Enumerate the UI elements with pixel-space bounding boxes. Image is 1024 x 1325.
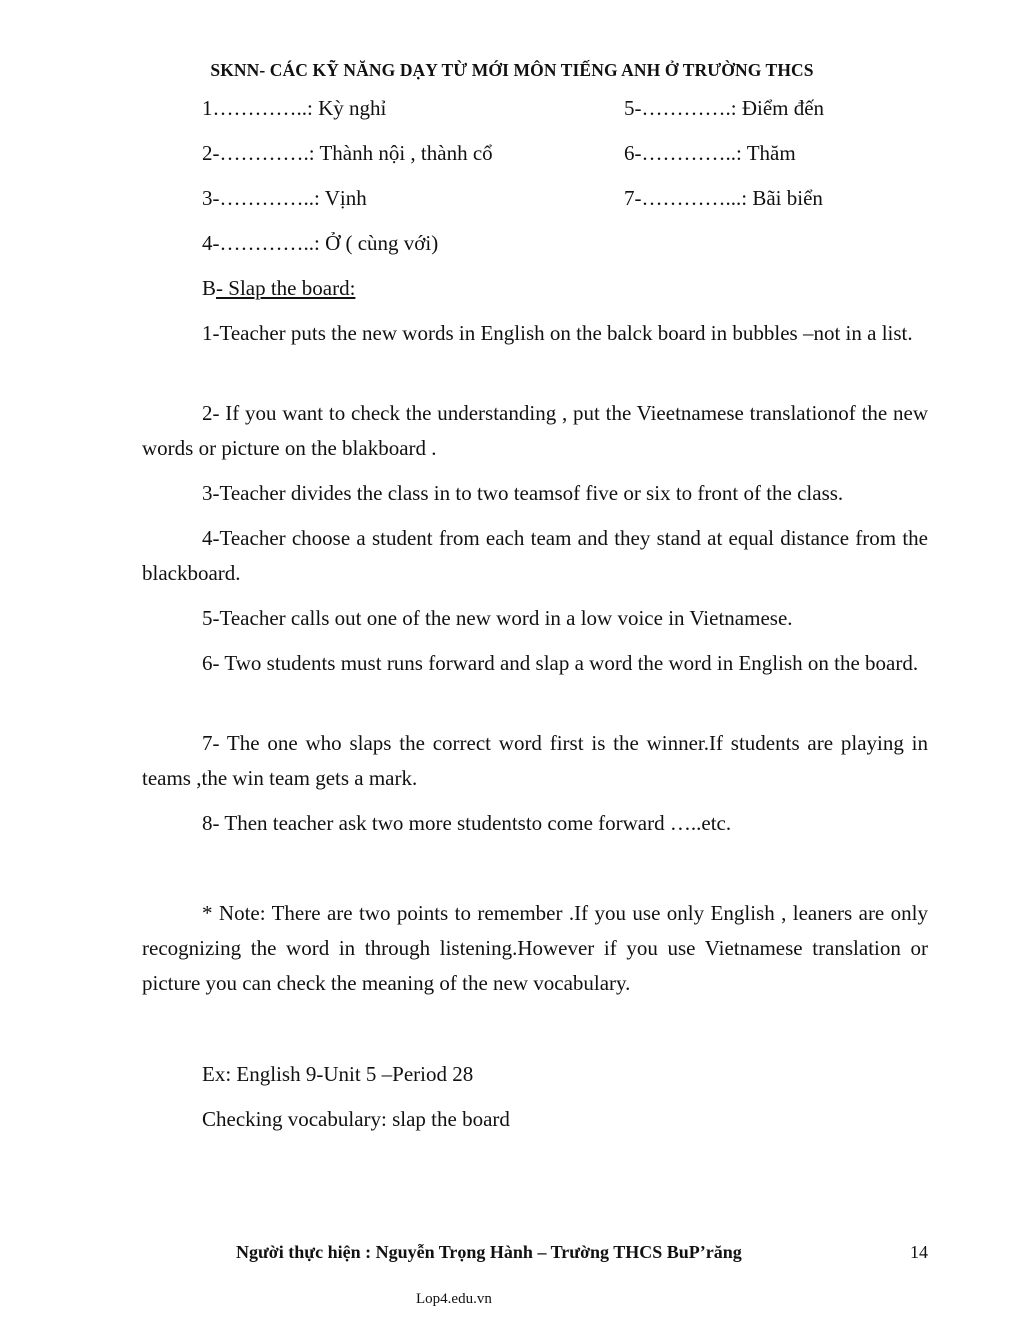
vocab-item-4: 4-…………..: Ở ( cùng với) xyxy=(202,231,439,255)
step-1: 1-Teacher puts the new words in English on the balck board in bubbles –not in a list. xyxy=(202,321,913,345)
step-5: 5-Teacher calls out one of the new word in a low voice in Vietnamese. xyxy=(202,606,793,630)
vocab-item-5: 5-………….: Điểm đến xyxy=(624,96,825,120)
vocab-item-1: 1…………..: Kỳ nghỉ xyxy=(202,96,387,120)
step-4: 4-Teacher choose a student from each team and they stand at equal distance from the blackboard. xyxy=(142,526,928,585)
step-7: 7- The one who slaps the correct word first is the winner.If students are playing in teams ,the win team gets a mark. xyxy=(142,731,928,790)
step-3: 3-Teacher divides the class in to two teamsof five or six to front of the class. xyxy=(202,481,844,505)
section-title: - Slap the board: xyxy=(216,276,356,300)
step-8: 8- Then teacher ask two more studentsto come forward …..etc. xyxy=(202,811,732,835)
footer-author: Người thực hiện : Nguyễn Trọng Hành – Trường THCS BuP’răng xyxy=(236,1242,742,1262)
section-heading xyxy=(202,276,355,301)
site-watermark: Lop4.edu.vn xyxy=(416,1291,492,1307)
vocab-item-3: 3-…………..: Vịnh xyxy=(202,186,367,210)
checking-vocabulary-line: Checking vocabulary: slap the board xyxy=(202,1107,510,1131)
page-number: 14 xyxy=(910,1242,928,1262)
step-6: 6- Two students must runs forward and slap a word the word in English on the board. xyxy=(202,651,919,675)
vocab-item-6: 6-…………..: Thăm xyxy=(624,141,796,165)
vocab-item-2: 2-………….: Thành nội , thành cổ xyxy=(202,141,493,165)
step-2: 2- If you want to check the understanding , put the Vieetnamese translationof the new words or picture on the blakboard . xyxy=(142,401,928,460)
vocab-item-7: 7-…………...: Bãi biển xyxy=(624,186,823,210)
page-header: SKNN- CÁC KỸ NĂNG DẠY TỪ MỚI MÔN TIẾNG ANH Ở TRƯỜNG THCS xyxy=(210,60,814,80)
section-prefix: B xyxy=(202,276,217,300)
note-paragraph: * Note: There are two points to remember .If you use only English , leaners are only recognizing the word in through listening.However if you use Vietnamese translation or picture you can check the meaning of the new vocabulary. xyxy=(142,901,928,995)
example-line: Ex: English 9-Unit 5 –Period 28 xyxy=(202,1062,474,1086)
